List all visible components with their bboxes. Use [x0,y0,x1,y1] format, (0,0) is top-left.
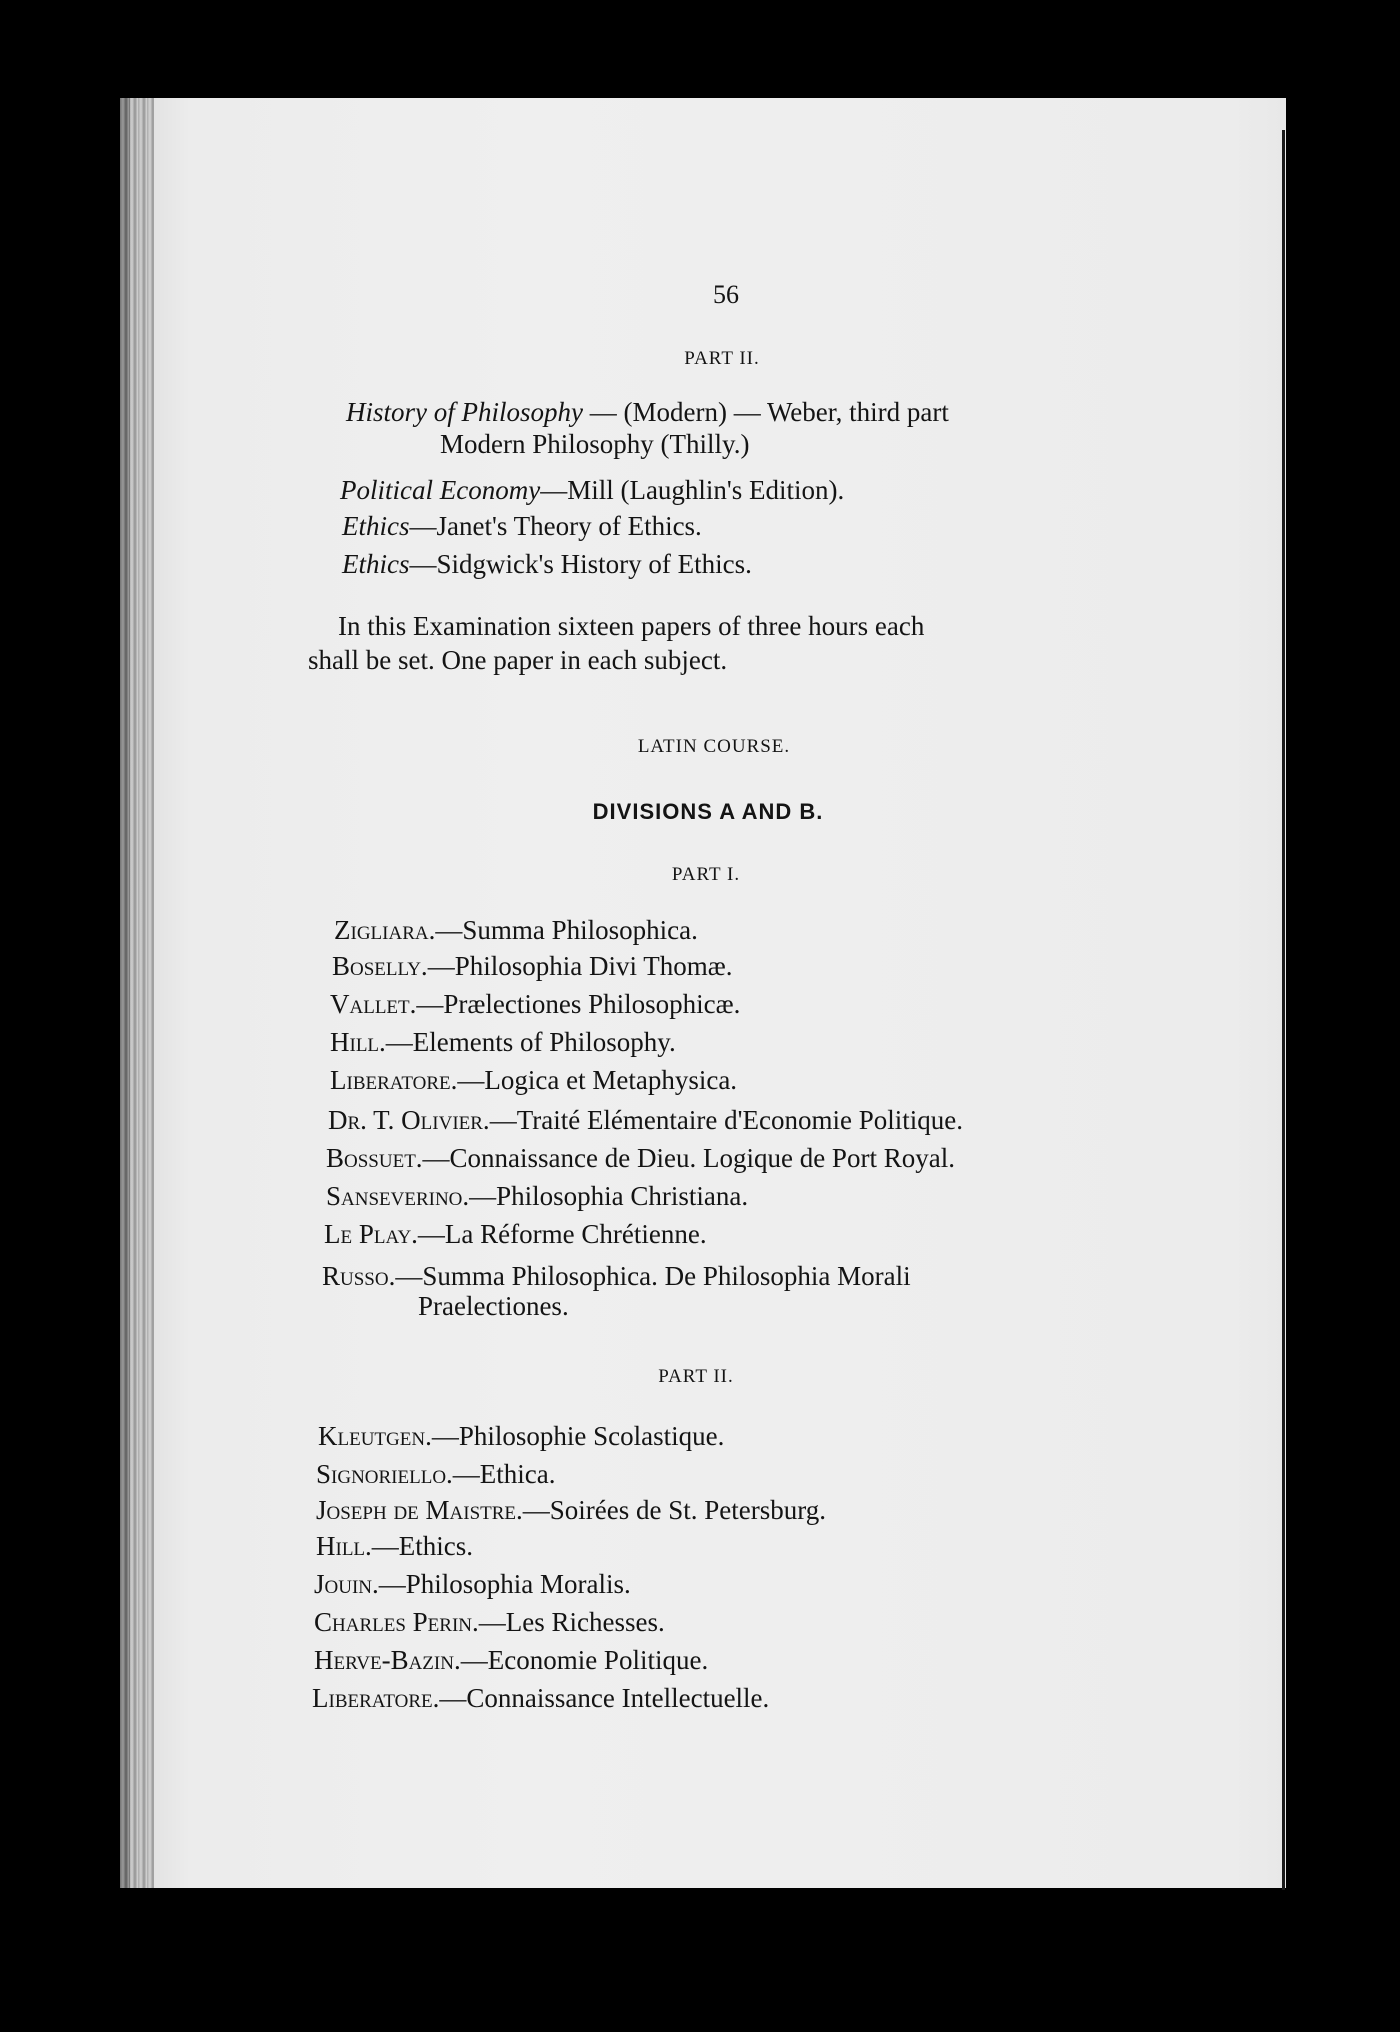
work-title: —Summa Philosophica. [435,915,698,945]
work-title: —Les Richesses. [478,1607,665,1637]
author-name: Kleutgen. [318,1421,432,1451]
author-entry [322,1260,911,1292]
author-entry [318,1420,724,1452]
author-name: Hill. [330,1027,386,1057]
author-name: Herve-Bazin. [314,1645,461,1675]
author-entry [314,1606,665,1638]
reading-item: Ethics—Sidgwick's History of Ethics. [342,549,752,579]
work-title: —Ethics. [371,1531,474,1561]
author-name: Zigliara. [334,915,436,945]
author-entry [316,1494,826,1526]
work-title: —Summa Philosophica. De Philosophia Morali [395,1261,911,1291]
work-title: —Connaissance de Dieu. Logique de Port Royal. [422,1143,955,1173]
work-title: —La Réforme Chrétienne. [417,1219,707,1249]
author-entry [332,950,732,982]
part-heading: PART I. [671,864,741,885]
reading-text: Mill (Laughlin's Edition). [567,475,845,505]
author-name: Bossuet. [326,1143,423,1173]
part-heading: PART II. [658,1366,734,1387]
work-title: —Traité Elémentaire d'Economie Politique. [489,1105,963,1135]
work-title: —Elements of Philosophy. [385,1027,676,1057]
subject-name: Ethics [342,549,410,579]
author-name: Dr. T. Olivier. [328,1105,490,1135]
reading-text: Sidgwick's History of Ethics. [436,549,752,579]
divisions-heading: DIVISIONS A AND B. [592,799,824,824]
author-entry [314,1568,631,1600]
work-title: —Prælectiones Philosophicæ. [416,989,741,1019]
author-entry [324,1218,707,1250]
work-title: —Philosophia Divi Thomæ. [427,951,733,981]
course-heading: LATIN COURSE. [637,736,791,757]
exam-note-line: In this Examination sixteen papers of three hours each [338,611,925,641]
exam-note-line: shall be set. One paper in each subject. [308,645,728,675]
reading-item-continued: Modern Philosophy (Thilly.) [440,429,750,459]
author-entry [314,1644,708,1676]
reading-text: (Modern) — Weber, third part [623,397,949,427]
work-title: —Philosophia Christiana. [469,1181,749,1211]
author-name: Boselly. [332,951,428,981]
work-title: —Economie Politique. [460,1645,709,1675]
author-entry [330,988,740,1020]
author-name: Joseph de Maistre. [316,1495,523,1525]
work-title: —Ethica. [452,1459,556,1489]
author-entry [316,1530,473,1562]
author-name: Russo. [322,1261,396,1291]
author-name: Liberatore. [330,1065,458,1095]
author-entry [326,1142,955,1174]
author-name: Charles Perin. [314,1607,479,1637]
work-title: —Connaissance Intellectuelle. [439,1683,770,1713]
author-name: Signoriello. [316,1459,453,1489]
author-entry [334,914,698,946]
subject-name: Ethics [342,511,410,541]
part-heading: PART II. [684,348,760,369]
subject-name: Political Economy [340,475,541,505]
work-title: —Logica et Metaphysica. [457,1065,738,1095]
reading-item: Ethics—Janet's Theory of Ethics. [342,511,702,541]
reading-text: Janet's Theory of Ethics. [436,511,702,541]
page-number: 56 [713,280,739,309]
reading-item: Political Economy—Mill (Laughlin's Edition). [340,475,845,505]
author-entry [312,1682,769,1714]
subject-name: History of Philosophy [346,397,583,427]
reading-item: History of Philosophy — (Modern) — Weber, third part [346,397,949,427]
author-entry [326,1180,748,1212]
author-name: Jouin. [314,1569,379,1599]
author-name: Vallet. [330,989,417,1019]
work-title: —Philosophia Moralis. [378,1569,631,1599]
author-entry [328,1104,963,1136]
author-name: Le Play. [324,1219,418,1249]
author-entry-continued: Praelectiones. [418,1291,569,1321]
author-name: Sanseverino. [326,1181,470,1211]
author-name: Hill. [316,1531,372,1561]
author-entry [330,1064,737,1096]
work-title: —Soirées de St. Petersburg. [522,1495,827,1525]
author-name: Liberatore. [312,1683,440,1713]
author-entry [316,1458,556,1490]
author-entry [330,1026,676,1058]
work-title: —Philosophie Scolastique. [431,1421,725,1451]
